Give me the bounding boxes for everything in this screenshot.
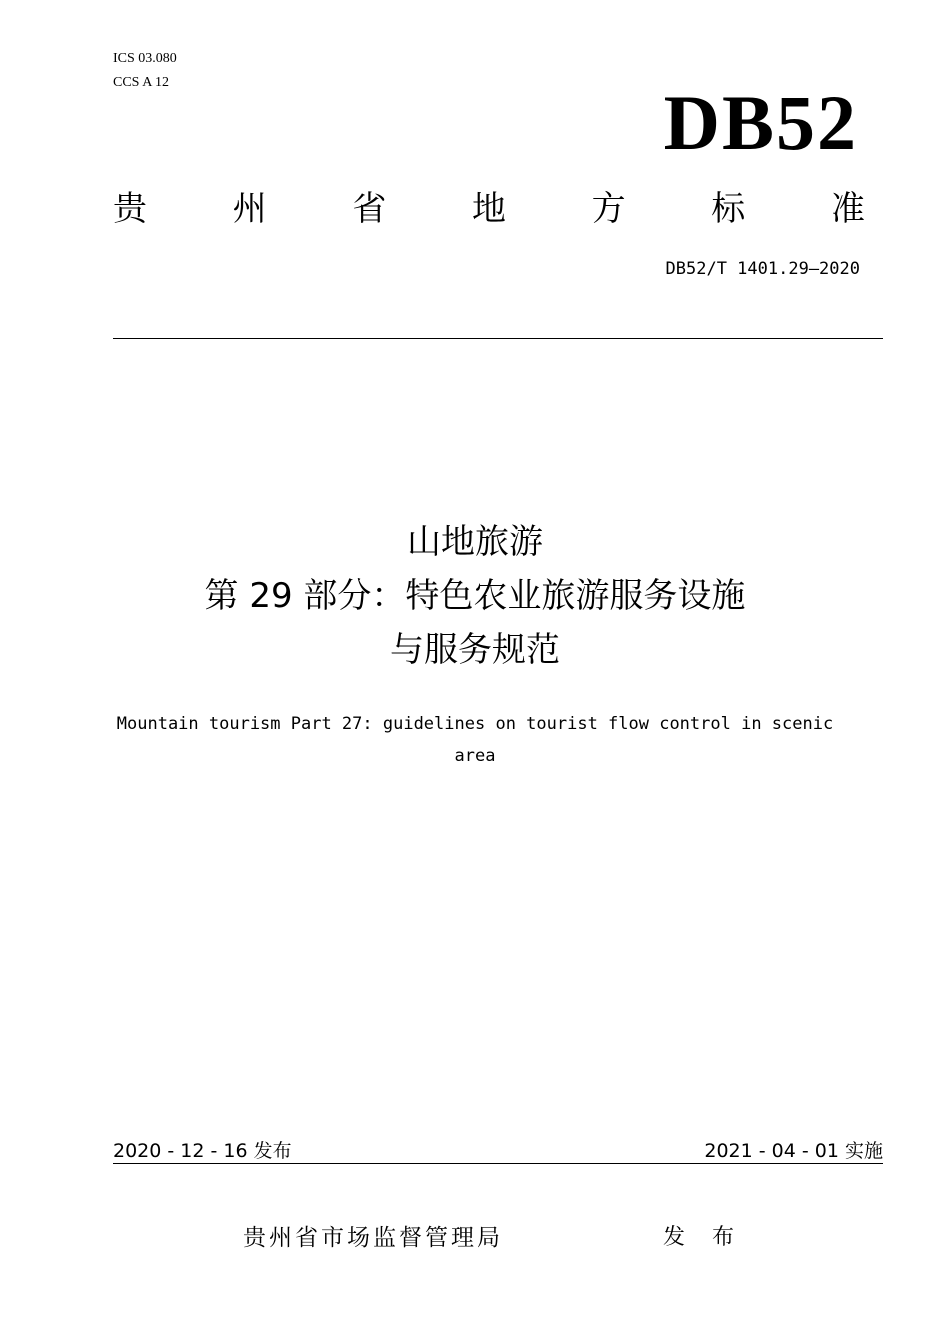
standard-type-char: 省 xyxy=(352,189,387,229)
top-divider xyxy=(113,338,883,339)
standard-number: DB52/T 1401.29—2020 xyxy=(665,259,860,279)
standard-type-char: 方 xyxy=(591,189,626,229)
english-title xyxy=(80,708,870,772)
issuing-authority: 贵州省市场监督管理局 xyxy=(243,1225,503,1251)
ics-code: ICS 03.080 xyxy=(113,51,177,66)
english-title-line-1: Mountain tourism Part 27: guidelines on tourist flow control in scenic xyxy=(116,714,834,734)
title-line-1: 山地旅游 xyxy=(407,522,543,562)
title-line-3: 与服务规范 xyxy=(390,630,560,670)
document-title xyxy=(0,515,950,677)
standard-type-char: 标 xyxy=(711,189,746,229)
standard-type-char: 地 xyxy=(471,189,506,229)
publish-label: 发 布 xyxy=(663,1225,744,1250)
standard-type xyxy=(113,188,865,230)
title-line-2: 第 29 部分：特色农业旅游服务设施 xyxy=(204,576,746,616)
english-title-line-2: area xyxy=(454,746,496,766)
ccs-code: CCS A 12 xyxy=(113,75,170,90)
issue-date: 2020 - 12 - 16 发布 xyxy=(113,1140,292,1162)
implement-date: 2021 - 04 - 01 实施 xyxy=(704,1140,883,1162)
standard-code-logo: DB52 xyxy=(663,79,858,166)
standard-type-char: 贵 xyxy=(113,189,147,229)
standard-type-char: 准 xyxy=(830,189,865,229)
bottom-divider xyxy=(113,1163,883,1164)
standard-type-char: 州 xyxy=(232,189,267,229)
